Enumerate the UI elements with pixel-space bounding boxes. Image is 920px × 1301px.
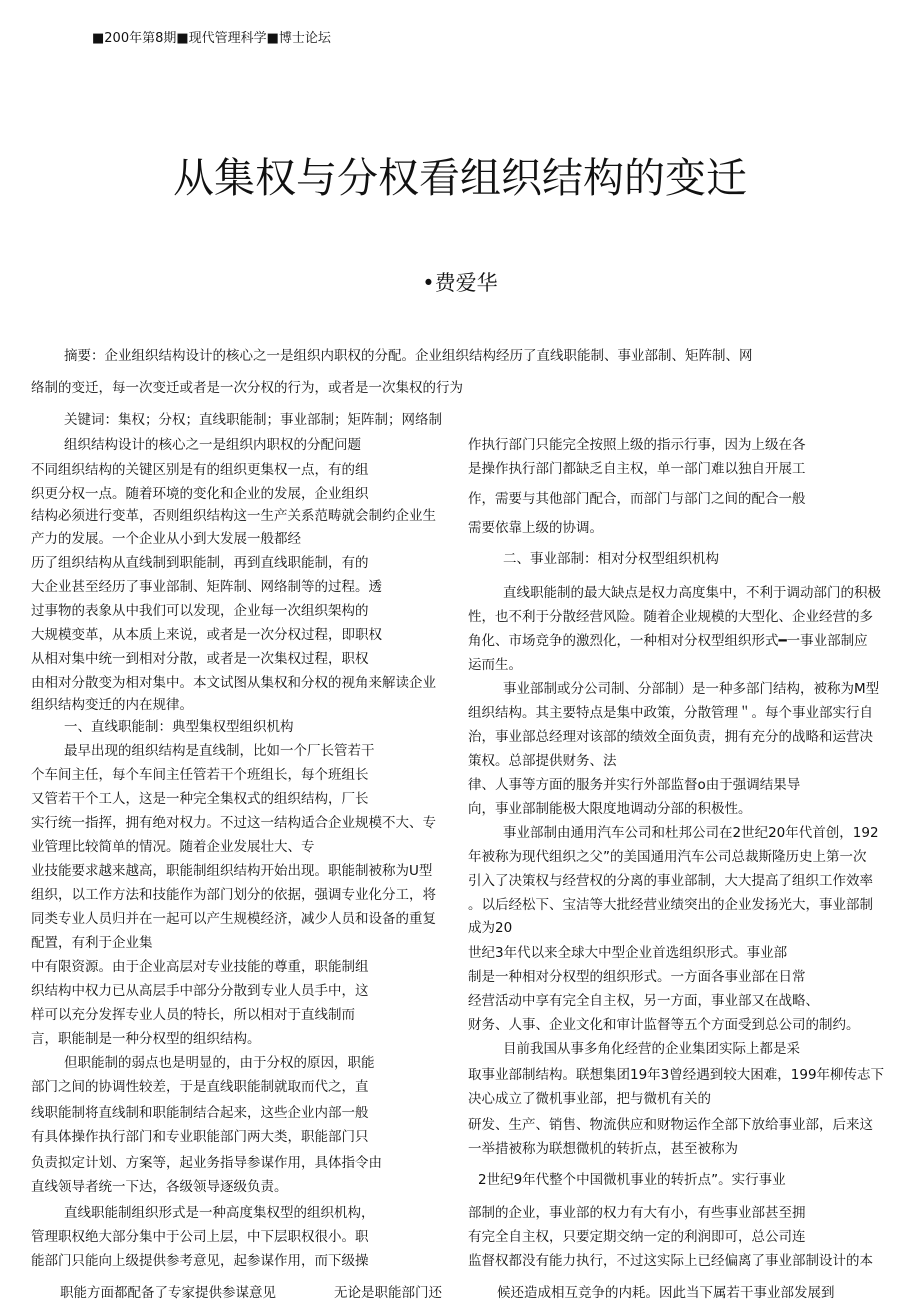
right-column-line: 治，事业部总经理对该部的绩效全面负责，拥有充分的战略和运营决 (468, 729, 873, 745)
right-column-line: 直线职能制的最大缺点是权力高度集中，不利于调动部门的积极 (503, 585, 881, 601)
left-column-line: 又管若干个工人，这是一种完全集权式的组织结构，厂长 (31, 791, 369, 807)
left-column-line: 个车间主任，每个车间主任管若干个班组长，每个班组长 (31, 767, 369, 783)
left-column-line: 大企业甚至经历了事业部制、矩阵制、网络制等的过程。透 (31, 579, 382, 595)
left-column-line: 样可以充分发挥专业人员的特长，所以相对于直线制而 (31, 1007, 355, 1023)
left-column-line: 产力的发展。一个企业从小到大发展一般都经 (31, 531, 301, 547)
abstract-line-2: 络制的变迁，每一次变迁或者是一次分权的行为，或者是一次集权的行为 (31, 380, 463, 396)
right-column-line: 组织结构。其主要特点是集中政策，分散管理＂。每个事业部实行自 (468, 705, 873, 721)
left-column-line: 直线职能制组织形式是一种高度集权型的组织机构， (64, 1205, 375, 1221)
left-column-line: 从相对集中统一到相对分散，或者是一次集权过程，职权 (31, 651, 369, 667)
right-column-line: 研发、生产、销售、物流供应和财物运作全部下放给事业部，后来这 (468, 1117, 873, 1133)
right-column-line: 部制的企业，事业部的权力有大有小，有些事业部甚至拥 (468, 1205, 806, 1221)
right-column-line: 是操作执行部门都缺乏自主权，单一部门难以独自开展工 (468, 461, 806, 477)
left-column-line: 过事物的表象从中我们可以发现，企业每一次组织架构的 (31, 603, 369, 619)
abstract-line-1: 摘要：企业组织结构设计的核心之一是组织内职权的分配。企业组织结构经历了直线职能制、事业部制、矩阵制、网 (64, 348, 753, 364)
right-column-line: 成为20 (468, 920, 513, 936)
running-header: ■200年第8期■现代管理科学■博士论坛 (92, 31, 331, 46)
left-column-line: 言，职能制是一种分权型的组织结构。 (31, 1031, 261, 1047)
left-column-line: 不同组织结构的关键区别是有的组织更集权一点，有的组 (31, 462, 369, 478)
left-column-line: 业管理比较简单的情况。随着企业发展壮大、专 (31, 839, 315, 855)
left-column-line: 结构必须进行变革，否则组织结构这一生产关系范畴就会制约企业生 (31, 508, 436, 524)
right-column-line: 。以后经松下、宝洁等大批经营业绩突出的企业发扬光大，事业部制 (468, 897, 873, 913)
right-column-line: 性，也不利于分散经营风险。随着企业规模的大型化、企业经营的多 (468, 609, 873, 625)
right-column-line: 作执行部门只能完全按照上级的指示行事，因为上级在各 (468, 437, 806, 453)
right-column-line: 制是一种相对分权型的组织形式。一方面各事业部在日常 (468, 969, 806, 985)
left-column-line: 组织，以工作方法和技能作为部门划分的依据，强调专业化分工，将 (31, 887, 436, 903)
right-column-line: 向，事业部制能极大限度地调动分部的积极性。 (468, 801, 752, 817)
right-column-line: 事业部制或分公司制、分部制）是一种多部门结构，被称为M型 (503, 681, 880, 697)
right-column-line: 监督权都没有能力执行，不过这实际上已经偏离了事业部制设计的本 (468, 1253, 873, 1269)
right-column-line: 取事业部制结构。联想集团19年3曾经遇到较大困难，199年柳传志下 (468, 1067, 885, 1083)
right-column-line: 引入了决策权与经营权的分离的事业部制，大大提高了组织工作效率 (468, 873, 873, 889)
left-column-line: 业技能要求越来越高，职能制组织结构开始出现。职能制被称为U型 (31, 863, 433, 879)
right-column-line: 运而生。 (468, 657, 522, 673)
right-column-line: 有完全自主权，只要定期交纳一定的利润即可，总公司连 (468, 1229, 806, 1245)
right-column-line: 二、事业部制：相对分权型组织机构 (503, 551, 719, 567)
left-column-line: 部门之间的协调性较差，于是直线职能制就取而代之，直 (31, 1079, 369, 1095)
right-column-line: 财务、人事、企业文化和审计监督等五个方面受到总公司的制约。 (468, 1017, 860, 1033)
left-column-line: 线职能制将直线制和职能制结合起来，这些企业内部一般 (31, 1105, 369, 1121)
right-column-line: 年被称为现代组织之父”的美国通用汽车公司总裁斯隆历史上第一次 (468, 849, 867, 865)
left-column-line: 由相对分散变为相对集中。本文试图从集权和分权的视角来解读企业 (31, 675, 436, 691)
left-column-line: 组织结构变迁的内在规律。 (31, 697, 193, 713)
left-column-line: 管理职权绝大部分集中于公司上层，中下层职权很小。职 (31, 1229, 369, 1245)
left-column-line: 有具体操作执行部门和专业职能部门两大类，职能部门只 (31, 1129, 369, 1145)
left-column-line: 直线领导者统一下达，各级领导逐级负责。 (31, 1179, 288, 1195)
left-column-line: 配置，有利于企业集 (31, 935, 153, 951)
keywords: 关键词：集权；分权；直线职能制；事业部制；矩阵制；网络制 (64, 412, 442, 428)
right-column-line: 2世纪9年代整个中国微机事业的转折点”。实行事业 (478, 1172, 786, 1188)
left-column-line: 历了组织结构从直线制到职能制，再到直线职能制，有的 (31, 555, 369, 571)
left-column-line: 同类专业人员归并在一起可以产生规模经济，减少人员和设备的重复 (31, 911, 436, 927)
left-column-line: 组织结构设计的核心之一是组织内职权的分配问题 (64, 437, 361, 453)
left-column-line: 但职能制的弱点也是明显的，由于分权的原因，职能 (64, 1055, 375, 1071)
paper-title: 从集权与分权看组织结构的变迁 (173, 154, 747, 202)
left-column-line: 大规模变革，从本质上来说，或者是一次分权过程，即职权 (31, 627, 382, 643)
left-column-line: 织结构中权力已从高层手中部分分散到专业人员手中，这 (31, 983, 369, 999)
left-column-line: 一、直线职能制：典型集权型组织机构 (64, 719, 294, 735)
right-column-line: 世纪3年代以来全球大中型企业首选组织形式。事业部 (468, 945, 788, 961)
right-column-line: 策权。总部提供财务、法 (468, 753, 617, 769)
right-column-line: 作，需要与其他部门配合，而部门与部门之间的配合一般 (468, 491, 806, 507)
author-name: •费爱华 (422, 271, 498, 295)
right-column-line: 决心成立了微机事业部，把与微机有关的 (468, 1091, 711, 1107)
bottom-fragment-b: 无论是职能部门还 (334, 1285, 442, 1301)
right-column-line: 目前我国从事多角化经营的企业集团实际上都是采 (503, 1041, 800, 1057)
left-column-line: 中有限资源。由于企业高层对专业技能的尊重，职能制组 (31, 959, 369, 975)
left-column-line: 织更分权一点。随着环境的变化和企业的发展，企业组织 (31, 486, 369, 502)
right-column-line: 角化、市场竞争的激烈化，一种相对分权型组织形式━一事业部制应 (468, 633, 868, 649)
right-column-line: 事业部制由通用汽车公司和杜邦公司在2世纪20年代首创，192 (503, 825, 879, 841)
right-column-line: 需要依靠上级的协调。 (468, 520, 603, 536)
right-column-line: 律、人事等方面的服务并实行外部监督o由于强调结果导 (468, 777, 801, 793)
right-column-line: 一举措被称为联想微机的转折点，甚至被称为 (468, 1141, 738, 1157)
left-column-line: 能部门只能向上级提供参考意见，起参谋作用，而下级操 (31, 1253, 369, 1269)
bottom-fragment-a: 职能方面都配备了专家提供参谋意见 (60, 1285, 276, 1301)
left-column-line: 最早出现的组织结构是直线制，比如一个厂长管若干 (64, 743, 375, 759)
bottom-fragment-c: 候还造成相互竞争的内耗。因此当下属若干事业部发展到 (497, 1285, 835, 1301)
left-column-line: 负责拟定计划、方案等，起业务指导参谋作用，具体指令由 (31, 1155, 382, 1171)
left-column-line: 实行统一指挥，拥有绝对权力。不过这一结构适合企业规模不大、专 (31, 815, 436, 831)
right-column-line: 经营活动中享有完全自主权，另一方面，事业部又在战略、 (468, 993, 819, 1009)
